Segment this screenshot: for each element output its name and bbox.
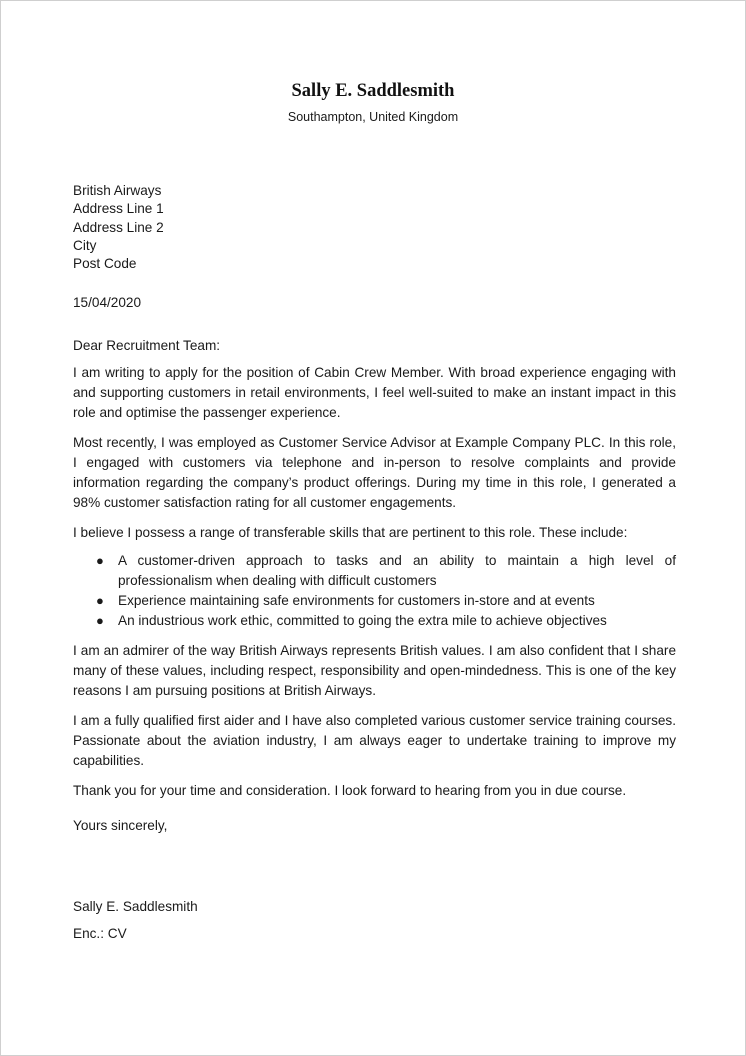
recipient-line: Post Code xyxy=(73,256,137,272)
letter-body xyxy=(73,182,676,944)
enclosure-note: Enc.: CV xyxy=(73,926,127,942)
recipient-line: City xyxy=(73,237,97,253)
closing-paragraph: Thank you for your time and consideration. I look forward to hearing from you in due course. xyxy=(73,783,627,799)
signature-name: Sally E. Saddlesmith xyxy=(73,899,198,915)
skill-text: A customer-driven approach to tasks and an ability to maintain a high level of professionalism when dealing with difficult customers xyxy=(118,553,676,589)
salutation: Dear Recruitment Team: xyxy=(73,338,221,354)
body-paragraph: I am writing to apply for the position of Cabin Crew Member. With broad experience engaging with and supporting customers in retail environments, I feel well-suited to make an instant impact in this role and optimise the passenger experience. xyxy=(73,365,676,421)
skill-text: Experience maintaining safe environments for customers in-store and at events xyxy=(118,593,595,609)
letter-header xyxy=(1,79,745,126)
skills-list-item xyxy=(73,551,676,591)
letter-date: 15/04/2020 xyxy=(73,295,142,311)
sender-name: Sally E. Saddlesmith xyxy=(291,81,455,101)
body-paragraph: I am a fully qualified first aider and I have also completed various customer service training courses. Passionate about the aviation industry, I am always eager to undertake training to improve my capabilities. xyxy=(73,713,676,769)
recipient-line: British Airways xyxy=(73,183,162,198)
body-paragraph: I am an admirer of the way British Airways represents British values. I am also confident that I share many of these values, including respect, responsibility and open-mindedness. This is one of the key reasons I am pursuing positions at British Airways. xyxy=(73,643,676,699)
bullet-icon: ● xyxy=(96,553,104,569)
skills-list-item xyxy=(73,591,676,611)
bullet-icon: ● xyxy=(96,593,104,609)
skill-text: An industrious work ethic, committed to going the extra mile to achieve objectives xyxy=(118,613,607,629)
recipient-line: Address Line 1 xyxy=(73,201,164,217)
body-paragraph: I believe I possess a range of transferable skills that are pertinent to this role. These include: xyxy=(73,525,628,541)
bullet-icon: ● xyxy=(96,613,104,629)
skills-list-item xyxy=(73,611,676,631)
recipient-line: Address Line 2 xyxy=(73,219,164,235)
recipient-address xyxy=(73,182,676,273)
skills-list xyxy=(73,551,676,631)
sender-location: Southampton, United Kingdom xyxy=(287,110,459,124)
signoff: Yours sincerely, xyxy=(73,818,168,834)
body-paragraph: Most recently, I was employed as Customer Service Advisor at Example Company PLC. In this role, I engaged with customers via telephone and in-person to resolve complaints and provide information regarding the company’s product offerings. During my time in this role, I generated a 98% customer satisfaction rating for all customer engagements. xyxy=(73,435,676,511)
